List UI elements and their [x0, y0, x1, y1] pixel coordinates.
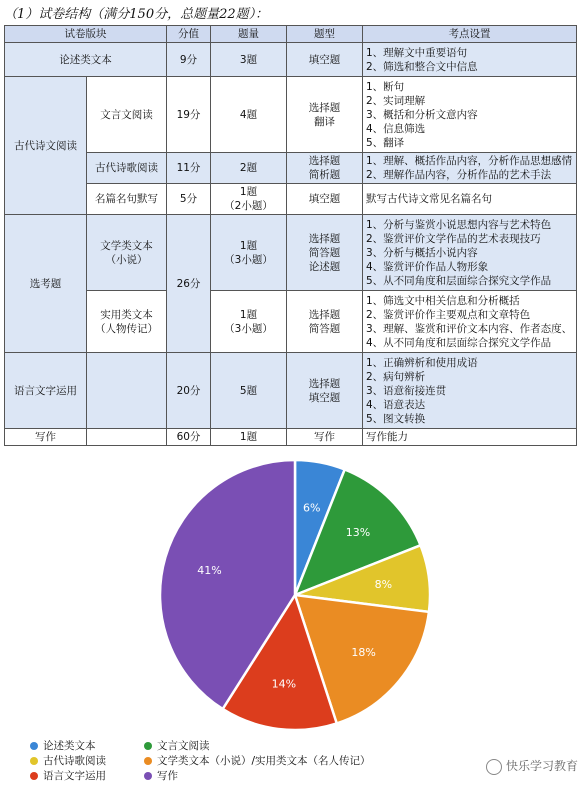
legend-label: 文学类文本（小说）/实用类文本（名人传记） — [157, 755, 371, 767]
cell-line: 简析题 — [308, 169, 341, 181]
pie-chart — [0, 455, 580, 735]
page-heading: （1）试卷结构（满分150分，总题量22题）： — [4, 7, 269, 22]
subsection-cell: 名篇名句默写 — [87, 184, 167, 215]
cell-line: 4、从不同角度和层面综合探究文学作品 — [366, 336, 552, 349]
legend-swatch — [30, 742, 38, 750]
type-cell — [287, 353, 363, 429]
table-row — [5, 291, 577, 353]
count-cell: 4题 — [211, 77, 287, 153]
score-cell: 20分 — [167, 353, 211, 429]
slice-label: 41% — [197, 564, 222, 578]
cell-line: 3、理解、鉴赏和评价文本内容、作者态度、 — [366, 322, 573, 335]
cell-line: （人物传记） — [95, 322, 158, 335]
score-cell: 26分 — [167, 215, 211, 353]
wechat-icon — [486, 759, 502, 775]
legend-swatch — [144, 772, 152, 780]
table-row — [5, 429, 577, 446]
cell-line: 1、分析与鉴赏小说思想内容与艺术特色 — [366, 218, 552, 231]
cell-line: 5、从不同角度和层面综合探究文学作品 — [366, 274, 552, 287]
subsection-cell — [87, 429, 167, 446]
cell-line: 1、理解、概括作品内容，分析作品思想感情 — [366, 155, 573, 167]
subsection-cell: 古代诗歌阅读 — [87, 153, 167, 184]
count-cell: 3题 — [211, 43, 287, 77]
points-cell — [363, 429, 577, 446]
cell-line: 选择题 — [308, 377, 341, 390]
count-cell — [211, 215, 287, 291]
watermark — [486, 757, 578, 775]
legend-item — [144, 738, 210, 753]
legend-label: 写作 — [157, 770, 178, 782]
cell-line: 2、实词理解 — [366, 94, 426, 107]
cell-line: 1题 — [239, 308, 258, 321]
count-cell: 5题 — [211, 353, 287, 429]
legend-item — [30, 768, 130, 783]
slice-label: 6% — [302, 501, 321, 515]
type-cell — [287, 429, 363, 446]
score-cell: 11分 — [167, 153, 211, 184]
slice-label: 14% — [271, 677, 297, 691]
legend-label: 语言文字运用 — [43, 770, 106, 782]
section-cell: 论述类文本 — [5, 43, 167, 77]
cell-line: 3、分析与概括小说内容 — [366, 246, 478, 259]
cell-line: 2、病句辨析 — [366, 370, 426, 383]
cell-line: 默写古代诗文常见名篇名句 — [366, 193, 492, 205]
table-row — [5, 184, 577, 215]
legend-swatch — [30, 772, 38, 780]
legend-row — [30, 768, 385, 783]
cell-line: （3小题） — [224, 322, 273, 335]
section-cell: 古代诗文阅读 — [5, 77, 87, 215]
section-cell: 语言文字运用 — [5, 353, 87, 429]
cell-line: 写作能力 — [366, 431, 408, 443]
cell-line: 选择题 — [308, 155, 341, 167]
header-count: 题量 — [211, 26, 287, 43]
legend-item — [144, 768, 178, 783]
type-cell — [287, 215, 363, 291]
legend-label: 论述类文本 — [43, 740, 96, 752]
cell-line: 选择题 — [308, 101, 341, 114]
cell-line: 填空题 — [308, 193, 341, 205]
points-cell — [363, 43, 577, 77]
cell-line: 1题 — [239, 239, 258, 252]
type-cell — [287, 184, 363, 215]
type-cell — [287, 291, 363, 353]
cell-line: （3小题） — [224, 253, 273, 266]
count-cell: 2题 — [211, 153, 287, 184]
count-cell — [211, 291, 287, 353]
cell-line: 简答题 — [308, 246, 341, 259]
cell-line: 2、鉴赏评价文学作品的艺术表现技巧 — [366, 232, 541, 245]
type-cell — [287, 77, 363, 153]
count-cell: 1题 — [211, 429, 287, 446]
cell-line: （小说） — [105, 253, 148, 266]
points-cell — [363, 153, 577, 184]
table-row — [5, 43, 577, 77]
legend-label: 文言文阅读 — [157, 740, 210, 752]
cell-line: 4、语意表达 — [366, 398, 426, 411]
slice-label: 8% — [374, 577, 393, 591]
cell-line: 2、理解作品内容，分析作品的艺术手法 — [366, 169, 552, 181]
cell-line: 5、翻译 — [366, 136, 405, 149]
section-cell: 写作 — [5, 429, 87, 446]
cell-line: 5、图文转换 — [366, 412, 426, 425]
chart-legend — [30, 738, 385, 783]
points-cell — [363, 353, 577, 429]
legend-item — [30, 753, 130, 768]
cell-line: 翻译 — [314, 115, 335, 128]
cell-line: 选择题 — [308, 308, 341, 321]
legend-swatch — [30, 757, 38, 765]
cell-line: 填空题 — [308, 391, 341, 404]
table-header-row — [5, 26, 577, 43]
cell-line: 2、鉴赏评价作主要观点和文章特色 — [366, 308, 531, 321]
cell-line: 文学类文本 — [100, 239, 153, 252]
score-cell: 9分 — [167, 43, 211, 77]
score-cell: 19分 — [167, 77, 211, 153]
points-cell — [363, 77, 577, 153]
legend-row — [30, 753, 385, 768]
subsection-cell — [87, 353, 167, 429]
cell-line: 3、概括和分析文意内容 — [366, 108, 478, 121]
header-type: 题型 — [287, 26, 363, 43]
legend-swatch — [144, 742, 152, 750]
cell-line: 1、筛选文中相关信息和分析概括 — [366, 294, 520, 307]
table-row — [5, 77, 577, 153]
header-points: 考点设置 — [363, 26, 577, 43]
cell-line: 写作 — [314, 431, 335, 443]
cell-line: 选择题 — [308, 232, 341, 245]
legend-item — [144, 753, 371, 768]
type-cell — [287, 43, 363, 77]
subsection-cell: 文言文阅读 — [87, 77, 167, 153]
legend-row — [30, 738, 385, 753]
cell-line: 1、正确辨析和使用成语 — [366, 356, 478, 369]
legend-label: 古代诗歌阅读 — [43, 755, 106, 767]
cell-line: 4、信息筛选 — [366, 122, 426, 135]
cell-line: 2、筛选和整合文中信息 — [366, 60, 478, 73]
count-cell — [211, 184, 287, 215]
header-score: 分值 — [167, 26, 211, 43]
legend-item — [30, 738, 130, 753]
cell-line: （2小题） — [224, 200, 273, 212]
subsection-cell — [87, 291, 167, 353]
section-cell: 选考题 — [5, 215, 87, 353]
watermark-text: 快乐学习教育 — [505, 759, 578, 773]
cell-line: 1、理解文中重要语句 — [366, 46, 468, 59]
slice-label: 13% — [345, 525, 371, 539]
cell-line: 简答题 — [308, 322, 341, 335]
score-cell: 5分 — [167, 184, 211, 215]
cell-line: 4、鉴赏评价作品人物形象 — [366, 260, 489, 273]
slice-label: 18% — [351, 645, 376, 659]
score-cell: 60分 — [167, 429, 211, 446]
cell-line: 论述题 — [308, 260, 341, 273]
points-cell — [363, 215, 577, 291]
subsection-cell — [87, 215, 167, 291]
table-row — [5, 215, 577, 291]
cell-line: 实用类文本 — [100, 308, 153, 321]
points-cell — [363, 184, 577, 215]
legend-swatch — [144, 757, 152, 765]
header-section: 试卷版块 — [5, 26, 167, 43]
exam-structure-table — [4, 25, 577, 446]
cell-line: 1题 — [239, 186, 258, 198]
points-cell — [363, 291, 577, 353]
cell-line: 3、语意衔接连贯 — [366, 384, 447, 397]
cell-line: 填空题 — [308, 53, 341, 66]
cell-line: 1、断句 — [366, 80, 405, 93]
type-cell — [287, 153, 363, 184]
table-row — [5, 353, 577, 429]
table-row — [5, 153, 577, 184]
